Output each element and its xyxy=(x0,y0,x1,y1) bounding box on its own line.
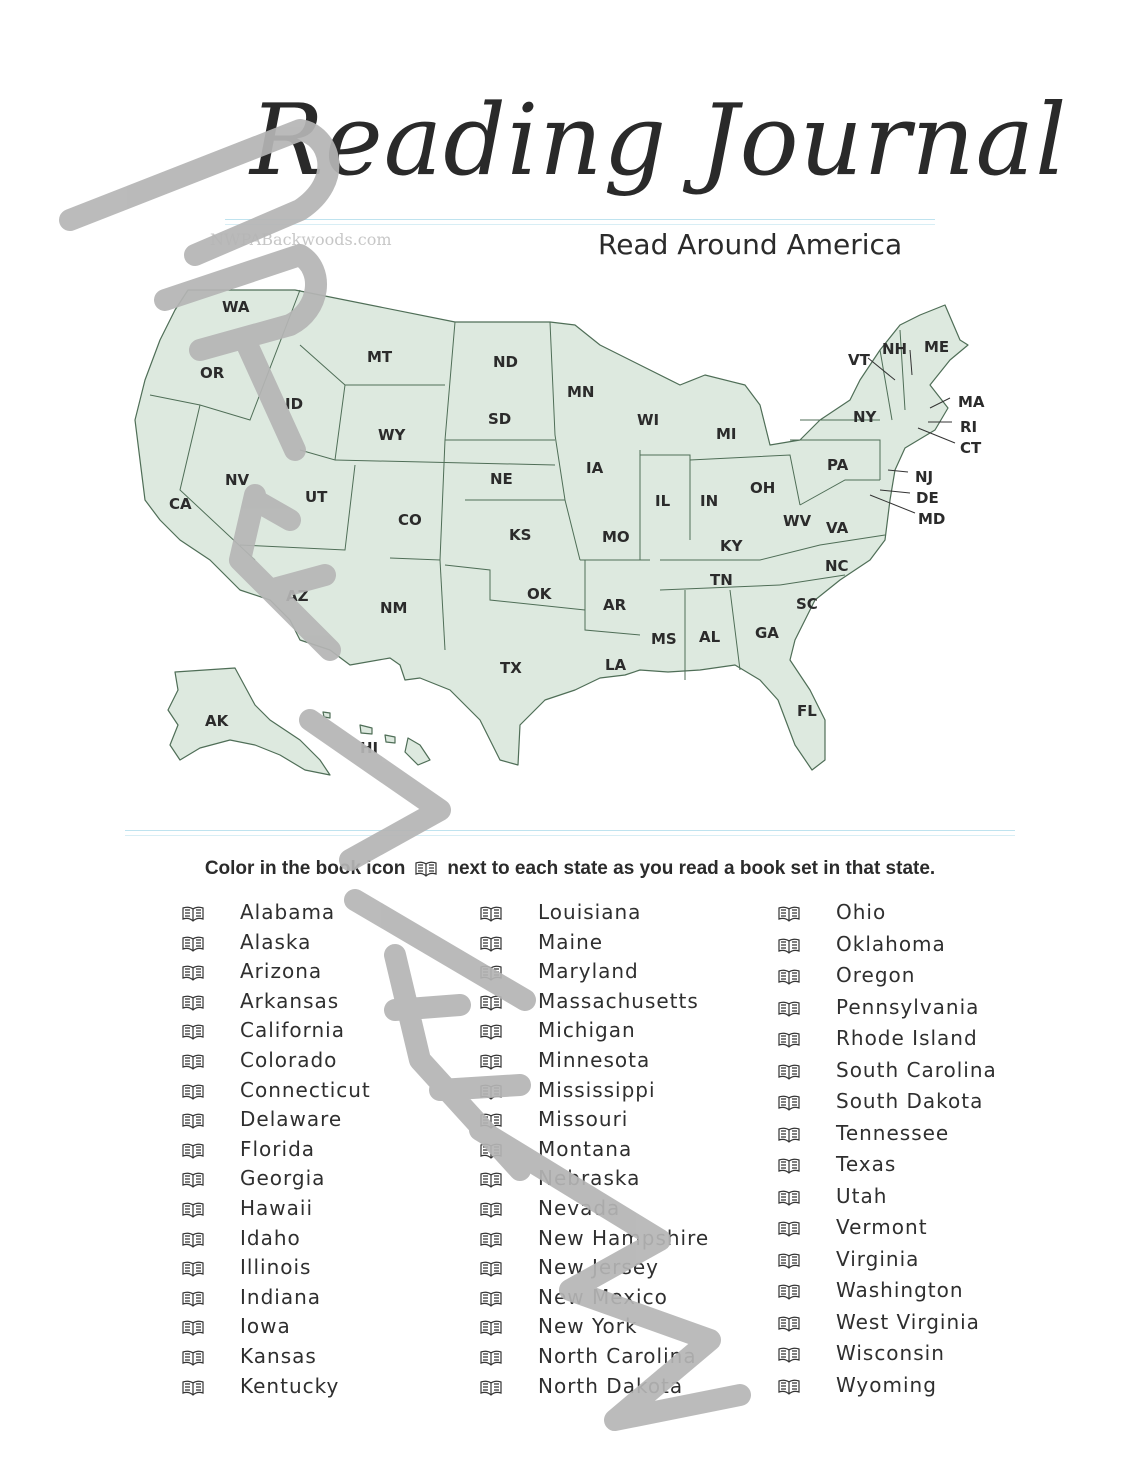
state-label-me: ME xyxy=(924,338,950,356)
alaska-shape xyxy=(168,668,330,775)
hawaii-island-3 xyxy=(360,725,372,734)
state-name: New Jersey xyxy=(538,1255,659,1280)
state-label-nm: NM xyxy=(380,599,408,617)
state-name: Tennessee xyxy=(836,1120,950,1145)
state-name: Michigan xyxy=(538,1018,636,1043)
state-label-or: OR xyxy=(200,364,225,382)
state-label-la: LA xyxy=(605,656,627,674)
state-name: Mississippi xyxy=(538,1077,656,1102)
book-icon[interactable] xyxy=(778,1347,800,1363)
state-label-nh: NH xyxy=(882,340,908,358)
section-divider xyxy=(125,830,1015,831)
state-label-nc: NC xyxy=(825,557,849,575)
book-icon[interactable] xyxy=(182,1084,204,1100)
state-name: Idaho xyxy=(240,1225,301,1250)
state-label-ne: NE xyxy=(490,470,513,488)
state-name: Pennsylvania xyxy=(836,994,980,1019)
state-name: Hawaii xyxy=(240,1196,314,1220)
book-icon[interactable] xyxy=(778,1001,800,1017)
state-name: Oregon xyxy=(836,963,916,987)
state-name: New Hampshire xyxy=(538,1225,710,1250)
state-name: Kansas xyxy=(240,1344,317,1368)
state-name: Wisconsin xyxy=(836,1341,945,1365)
book-icon[interactable] xyxy=(778,1284,800,1300)
state-label-mt: MT xyxy=(367,348,393,366)
state-name: Louisiana xyxy=(538,900,642,924)
state-label-nv: NV xyxy=(225,471,250,489)
book-icon[interactable] xyxy=(182,1261,204,1277)
state-label-mo: MO xyxy=(602,528,630,546)
book-icon[interactable] xyxy=(480,1380,502,1396)
book-icon[interactable] xyxy=(480,1350,502,1366)
book-icon[interactable] xyxy=(778,969,800,985)
state-name: Arizona xyxy=(240,959,323,984)
page-subtitle: Read Around America xyxy=(598,228,903,261)
state-label-wy: WY xyxy=(378,426,406,444)
book-icon[interactable] xyxy=(778,1190,800,1206)
book-icon[interactable] xyxy=(182,936,204,952)
state-label-ms: MS xyxy=(651,630,677,648)
page-title: Reading Journal xyxy=(250,84,1068,198)
state-name: Ohio xyxy=(836,900,887,924)
book-icon[interactable] xyxy=(778,938,800,954)
state-name: Nebraska xyxy=(538,1166,641,1191)
state-name: Montana xyxy=(538,1136,633,1161)
state-name: Vermont xyxy=(836,1215,928,1239)
book-icon[interactable] xyxy=(480,936,502,952)
book-icon[interactable] xyxy=(480,1084,502,1100)
state-name: Alaska xyxy=(240,929,312,954)
state-label-sc: SC xyxy=(796,595,818,613)
state-name: North Carolina xyxy=(538,1344,697,1368)
state-label-ar: AR xyxy=(603,596,627,614)
book-icon[interactable] xyxy=(778,1221,800,1237)
state-name: Maryland xyxy=(538,959,639,984)
book-icon[interactable] xyxy=(182,1172,204,1188)
book-icon[interactable] xyxy=(778,1379,800,1395)
hawaii-shape xyxy=(405,738,430,765)
state-name: South Carolina xyxy=(836,1057,997,1082)
state-name: Utah xyxy=(836,1183,888,1208)
state-label-az: AZ xyxy=(286,587,309,605)
state-name: Indiana xyxy=(240,1284,322,1309)
book-icon[interactable] xyxy=(182,965,204,981)
state-name: Missouri xyxy=(538,1107,629,1132)
state-name: Florida xyxy=(240,1136,316,1161)
book-icon[interactable] xyxy=(480,1202,502,1218)
book-icon[interactable] xyxy=(182,906,204,922)
state-name: South Dakota xyxy=(836,1089,984,1113)
book-icon[interactable] xyxy=(778,1095,800,1111)
book-icon[interactable] xyxy=(182,1350,204,1366)
state-name: Texas xyxy=(836,1152,897,1176)
book-icon xyxy=(415,861,437,877)
instruction-text xyxy=(0,858,1140,880)
state-name: Arkansas xyxy=(240,988,340,1013)
book-icon[interactable] xyxy=(182,1202,204,1218)
state-name: Nevada xyxy=(538,1196,621,1220)
state-label-ok: OK xyxy=(527,585,552,603)
book-icon[interactable] xyxy=(480,906,502,922)
state-name: New Mexico xyxy=(538,1284,668,1309)
state-label-md: MD xyxy=(918,510,946,528)
state-label-wv: WV xyxy=(783,512,812,530)
state-label-ct: CT xyxy=(960,439,982,457)
book-icon[interactable] xyxy=(480,1143,502,1159)
state-label-nj: NJ xyxy=(915,468,934,486)
state-name: North Dakota xyxy=(538,1373,684,1398)
book-icon[interactable] xyxy=(182,995,204,1011)
instruction-before: Color in the book icon xyxy=(204,858,406,879)
state-label-wi: WI xyxy=(637,411,660,429)
state-name: Maine xyxy=(538,929,604,954)
state-label-co: CO xyxy=(398,511,422,529)
state-label-pa: PA xyxy=(827,456,849,474)
state-label-ks: KS xyxy=(509,526,532,544)
state-name: Iowa xyxy=(240,1314,291,1339)
state-label-sd: SD xyxy=(488,410,512,428)
state-name: Kentucky xyxy=(240,1373,340,1398)
state-name: California xyxy=(240,1018,345,1043)
state-label-wa: WA xyxy=(222,298,250,316)
book-icon[interactable] xyxy=(182,1380,204,1396)
book-icon[interactable] xyxy=(182,1113,204,1129)
book-icon[interactable] xyxy=(182,1320,204,1336)
book-icon[interactable] xyxy=(778,1158,800,1174)
book-icon[interactable] xyxy=(480,1320,502,1336)
book-icon[interactable] xyxy=(480,1113,502,1129)
book-icon[interactable] xyxy=(778,1253,800,1269)
book-icon[interactable] xyxy=(480,1291,502,1307)
state-name: Connecticut xyxy=(240,1077,371,1102)
hawaii-island-2 xyxy=(385,735,395,743)
state-name: New York xyxy=(538,1314,638,1339)
title-underline-2 xyxy=(225,224,935,225)
book-icon[interactable] xyxy=(182,1143,204,1159)
title-underline xyxy=(225,219,935,220)
state-label-in: IN xyxy=(700,492,719,510)
book-icon[interactable] xyxy=(182,1291,204,1307)
book-icon[interactable] xyxy=(778,1032,800,1048)
book-icon[interactable] xyxy=(778,906,800,922)
state-label-ia: IA xyxy=(586,459,604,477)
state-name: Rhode Island xyxy=(836,1026,978,1050)
hawaii-island-4 xyxy=(323,712,330,718)
state-name: Virginia xyxy=(836,1246,920,1271)
book-icon[interactable] xyxy=(480,1054,502,1070)
watermark-url: NWPABackwoods.com xyxy=(210,230,392,249)
state-label-oh: OH xyxy=(750,479,776,497)
state-label-il: IL xyxy=(655,492,671,510)
state-name: Massachusetts xyxy=(538,988,699,1013)
book-icon[interactable] xyxy=(182,1232,204,1248)
book-icon[interactable] xyxy=(480,1024,502,1040)
state-name: Oklahoma xyxy=(836,931,946,956)
state-label-tn: TN xyxy=(710,571,733,589)
state-name: Georgia xyxy=(240,1166,326,1191)
state-label-tx: TX xyxy=(500,659,522,677)
section-divider-2 xyxy=(125,835,1015,836)
state-label-fl: FL xyxy=(797,702,817,720)
state-label-nd: ND xyxy=(493,353,519,371)
state-label-ri: RI xyxy=(960,418,978,436)
state-name: West Virginia xyxy=(836,1309,980,1334)
book-icon[interactable] xyxy=(480,965,502,981)
book-icon[interactable] xyxy=(182,1024,204,1040)
book-icon[interactable] xyxy=(182,1054,204,1070)
state-label-ca: CA xyxy=(169,495,192,513)
state-label-id: ID xyxy=(285,395,304,413)
state-label-de: DE xyxy=(916,489,939,507)
instruction-after: next to each state as you read a book set in that state. xyxy=(447,858,936,879)
state-label-va: VA xyxy=(826,519,849,537)
state-label-vt: VT xyxy=(848,351,870,369)
state-label-mn: MN xyxy=(567,383,595,401)
state-label-ny: NY xyxy=(853,408,877,426)
state-label-mi: MI xyxy=(716,425,737,443)
book-icon[interactable] xyxy=(480,1232,502,1248)
state-name: Minnesota xyxy=(538,1048,651,1072)
state-label-ut: UT xyxy=(305,488,328,506)
book-icon[interactable] xyxy=(480,1261,502,1277)
book-icon[interactable] xyxy=(778,1127,800,1143)
state-name: Illinois xyxy=(240,1255,312,1280)
state-name: Wyoming xyxy=(836,1372,937,1397)
state-label-ga: GA xyxy=(755,624,779,642)
state-name: Washington xyxy=(836,1278,964,1302)
state-label-ky: KY xyxy=(720,537,743,555)
book-icon[interactable] xyxy=(778,1064,800,1080)
book-icon[interactable] xyxy=(480,995,502,1011)
state-label-hi: HI xyxy=(360,739,379,757)
state-name: Delaware xyxy=(240,1107,343,1132)
book-icon[interactable] xyxy=(778,1316,800,1332)
us-map xyxy=(0,270,1140,790)
state-label-al: AL xyxy=(699,628,721,646)
state-label-ma: MA xyxy=(958,393,985,411)
book-icon[interactable] xyxy=(480,1172,502,1188)
state-label-ak: AK xyxy=(205,712,229,730)
state-name: Alabama xyxy=(240,900,336,924)
state-name: Colorado xyxy=(240,1048,338,1072)
